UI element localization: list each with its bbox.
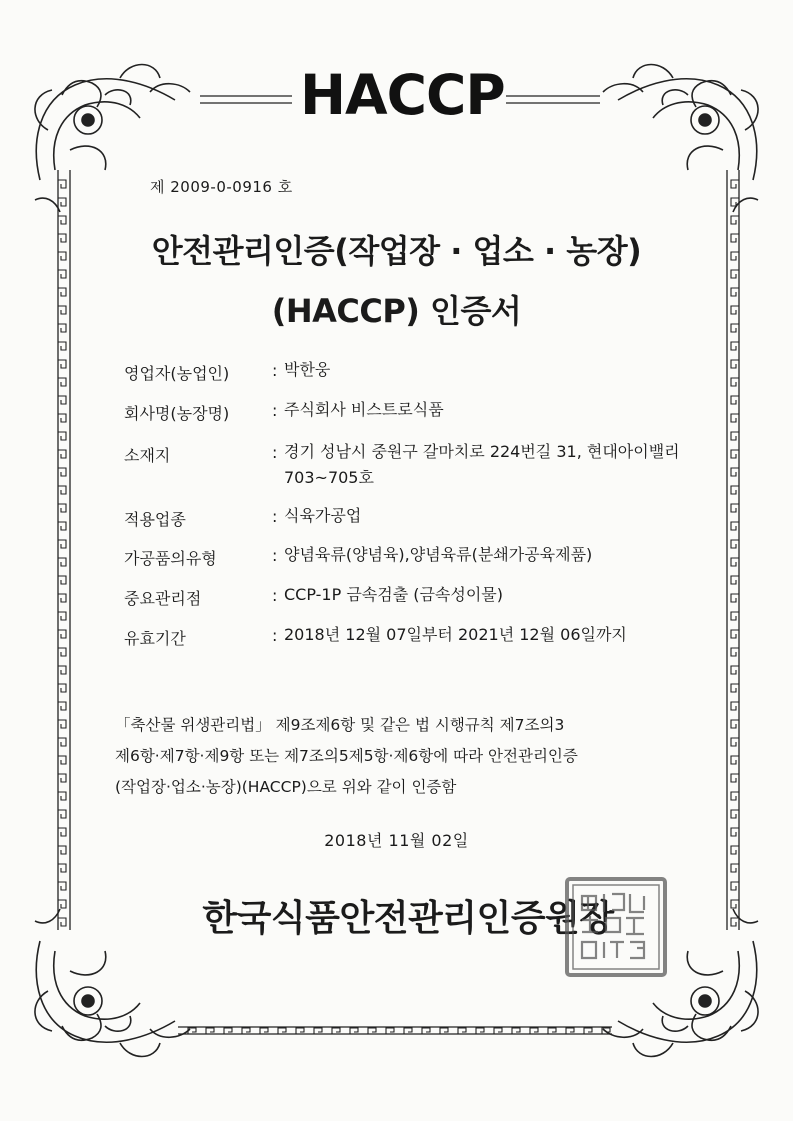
certification-statement <box>115 710 695 803</box>
field-label-industry: 적용업종 <box>124 510 186 529</box>
field-colon: : <box>272 586 278 605</box>
certificate-number: 제 2009-0-0916 호 <box>150 178 293 196</box>
field-colon: : <box>272 401 278 420</box>
field-value-ccp: CCP-1P 금속검출 (금속성이물) <box>284 585 504 604</box>
haccp-logo-title: HACCP <box>300 63 505 127</box>
field-label-product-type: 가공품의유형 <box>124 549 217 568</box>
field-colon: : <box>272 507 278 526</box>
field-label-operator: 영업자(농업인) <box>124 364 230 383</box>
issue-date: 2018년 11월 02일 <box>324 831 469 850</box>
field-value-industry: 식육가공업 <box>284 506 362 525</box>
field-colon: : <box>272 626 278 645</box>
certificate-title: 안전관리인증(작업장 · 업소 · 농장) <box>151 232 642 270</box>
field-label-address: 소재지 <box>124 446 171 465</box>
official-seal <box>564 876 668 978</box>
field-value-company: 주식회사 비스트로식품 <box>284 400 444 419</box>
field-value-address: 경기 성남시 중원구 갈마치로 224번길 31, 현대아이밸리 703~705호 <box>284 442 680 487</box>
issuer-name: 한국식품안전관리인증원장 <box>202 898 614 939</box>
field-label-ccp: 중요관리점 <box>124 589 202 608</box>
field-label-validity: 유효기간 <box>124 629 186 648</box>
field-colon: : <box>272 443 278 462</box>
statement-line: 「축산물 위생관리법」 제9조제6항 및 같은 법 시행규칙 제7조의3 <box>115 716 565 734</box>
field-value-operator: 박한웅 <box>284 360 331 379</box>
statement-line: 제6항·제7항·제9항 또는 제7조의5제5항·제6항에 따라 안전관리인증 <box>115 747 578 765</box>
certificate-title-sub: (HACCP) 인증서 <box>271 292 522 330</box>
field-label-company: 회사명(농장명) <box>124 404 230 423</box>
statement-line: (작업장·업소·농장)(HACCP)으로 위와 같이 인증함 <box>115 778 457 796</box>
field-value-validity: 2018년 12월 07일부터 2021년 12월 06일까지 <box>284 625 627 644</box>
field-value-product-type: 양념육류(양념육),양념육류(분쇄가공육제품) <box>284 545 593 564</box>
field-colon: : <box>272 361 278 380</box>
field-colon: : <box>272 546 278 565</box>
